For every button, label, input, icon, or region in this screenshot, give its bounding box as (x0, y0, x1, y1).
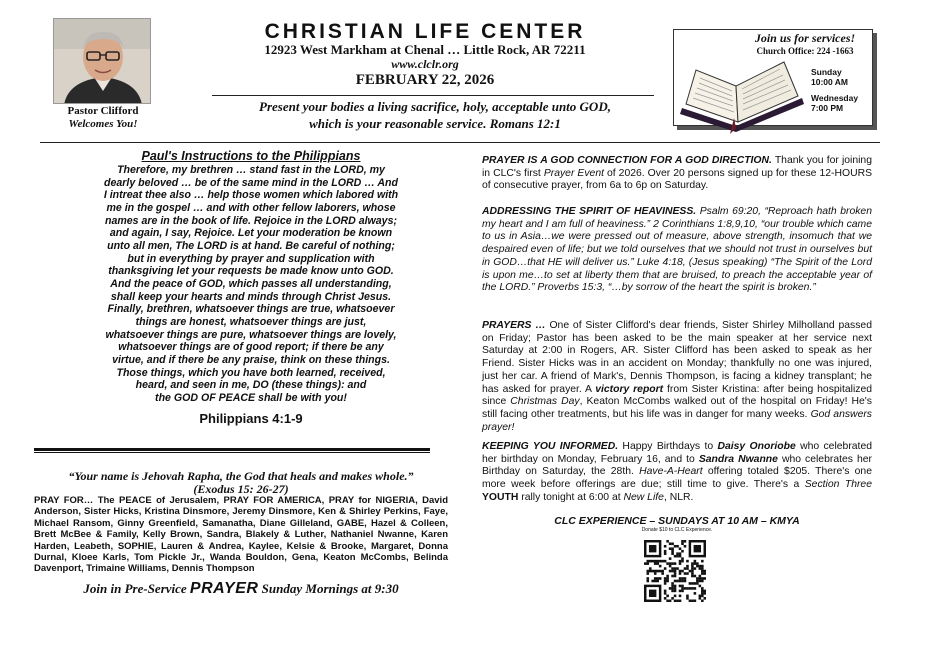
p3-text2: from Sister Kristina: after being hospitalized since (482, 383, 873, 408)
theme-verse (200, 98, 670, 132)
preservice-prayer (34, 580, 448, 598)
wednesday-service (811, 93, 858, 113)
philippians-line: I intreat thee also … help those women which labored with (103, 189, 399, 202)
p4-daisy: Daisy Onoriobe (717, 441, 796, 452)
p3-text: One of Sister Clifford's dear friends, Sister Shirley Milholland passed on Friday; Pastor has been asked to be the main speaker at her service next Saturday at 2:00 in Rogers, AR. Sister Clifford has been asked to speak as her Friend. Sister Hicks was in an accident on Monday; thankfully no one was injured, just her car. A friend of Mark's, Dennis Thompson, is facing a kidney transplant; he has asked for prayer. A (482, 320, 872, 395)
philippians-line: Therefore, my brethren … stand fast in the LORD, my (117, 164, 385, 176)
p2-heading: ADDRESSING THE SPIRIT OF HEAVINESS. (482, 206, 697, 217)
philippians-line: And the peace of GOD, which passes all understanding, (110, 277, 392, 290)
p4-text5: rally tonight at 6:00 at (518, 491, 624, 503)
services-join: Join us for services! (754, 31, 856, 45)
p3-text3: , Keaton McCombs walked out of the hospital on Friday! He's still facing other treatments, but his life was in danger for many weeks. (482, 396, 872, 420)
clc-experience: CLC EXPERIENCE – SUNDAYS AT 10 AM – KMYA (554, 515, 800, 527)
jehovah-rapha-quote (34, 470, 448, 496)
philippians-text (36, 164, 466, 404)
qr-code-icon[interactable] (644, 540, 706, 602)
prayer-event-paragraph (482, 155, 872, 193)
philippians-line: Finally, brethren, whatsoever things are true, whatsoever (107, 303, 395, 316)
philippians-reference: Philippians 4:1-9 (199, 411, 303, 426)
p2-text: Psalm 69:20, “Reproach hath broken my heart and I am full of heaviness.” 2 Corinthians 1:8,9,10, “our trouble which came to us in Asia…we were pressed out of measure, above strength, insomuch that we despaired even of life; but we told ourselves that we should not trust in ourselves but in GOD…that HE will deliver us.” Luke 4:18, (Jesus speaking) “The Spirit of the Lord is upon me…to set at liberty them that are bruised, to preach the acceptable year of the LORD.” Proverbs 15:3, “…by sorrow of the heart the spirit is broken.” (482, 206, 872, 294)
sunday-service (811, 67, 848, 87)
preservice-after: Sunday Mornings at 9:30 (258, 581, 399, 596)
donate-note: Donate $10 to CLC Experience. (641, 527, 713, 533)
church-website[interactable]: www.clclr.org (391, 57, 459, 71)
rapha-line2: (Exodus 15: 26-27) (193, 482, 289, 496)
prayer-list: PRAY FOR… The PEACE of Jerusalem, PRAY FOR AMERICA, PRAY for NIGERIA, David Anderson, Sister Hicks, Kristina Dinsmore, Jeremy Dinsmore, Ken & Shirley Perkins, Faye, Michael Ransom, Ginny Greenfield, Samanatha, Diane Gilleland, GABE, Hazel & Colleen, Brett McBee & Family, Kelly Brown, Sandra, Blakely & Luther, Nathaniel Nwanne, Karen Harden, Leabeth, SOPHIE, Lauren & Andrea, Kaylee, Kelsie & Brooke, Margaret, Donna Durnal, Kloee Karls, Tom Pickle Jr., Wanda Bouldon, Gena, Keaton McCombs, Belinda Davenport, Trimaine Williams, Dennis Thompson (34, 495, 448, 575)
philippians-line: shall keep your hearts and minds through Christ Jesus. (110, 290, 392, 303)
left-divider-thin (34, 452, 430, 453)
preservice-before: Join in Pre-Service (83, 581, 190, 596)
p1-text2: of 2026. Over 20 persons signed up for these 12-HOURS of consecutive prayer, from 6a to 6p on Saturday. (482, 167, 873, 192)
church-title: CHRISTIAN LIFE CENTER (264, 20, 586, 43)
philippians-line: things are honest, whatsoever things are just, (135, 315, 367, 328)
theme-verse-line1: Present your bodies a living sacrifice, holy, acceptable unto GOD, (259, 99, 611, 114)
wednesday-time: 7:00 PM (811, 103, 844, 113)
p4-heading: KEEPING YOU INFORMED. (482, 441, 619, 452)
philippians-line: thanksgiving let your requests be made know unto GOD. (108, 265, 394, 278)
philippians-line: heard, and seen in me, DO (these things): and (135, 379, 367, 392)
philippians-line: dearly beloved … be of the same mind in the LORD … And (104, 176, 398, 189)
p3-victory: victory report (595, 383, 664, 395)
philippians-line: and again, I say, Rejoice. Let your moderation be known (109, 227, 393, 240)
bulletin-date: FEBRUARY 22, 2026 (355, 72, 495, 88)
p4-youth: YOUTH (482, 491, 519, 503)
philippians-line: whatsoever things are pure, whatsoever things are lovely, (105, 328, 397, 341)
p4-text3: who celebrates her Birthday on Saturday, the 28th. (482, 453, 873, 478)
church-address: 12923 West Markham at Chenal … Little Rock, AR 72211 (264, 42, 586, 57)
rapha-line1: “Your name is Jehovah Rapha, the God that heals and makes whole.” (68, 469, 414, 483)
p4-section: Section Three (804, 479, 872, 491)
left-divider-thick (34, 448, 430, 451)
philippians-line: but in everything by prayer and supplication with (127, 252, 375, 265)
open-bible-icon (676, 56, 808, 134)
p1-text: Thank you for joining in CLC's first (482, 155, 872, 179)
p1-heading: PRAYER IS A GOD CONNECTION FOR A GOD DIRECTION. (482, 155, 772, 166)
p4-newlife: New Life (623, 491, 664, 503)
p1-event: Prayer Event (543, 167, 604, 179)
philippians-line: Those things, which you have both learned, received, (116, 366, 386, 379)
p4-text6: , NLR. (663, 491, 694, 503)
philippians-line: me in the gospel … and with other fellow laborers, whose (106, 201, 396, 214)
pastor-name: Pastor Clifford (67, 105, 139, 117)
main-divider (40, 142, 880, 143)
wednesday-label: Wednesday (811, 93, 859, 103)
p4-text2: who celebrated her birthday on Monday, February 16, and to (482, 441, 873, 465)
pastor-photo (53, 18, 151, 104)
p4-sandra: Sandra Nwanne (698, 453, 778, 465)
p3-christmas: Christmas Day (510, 396, 580, 408)
informed-paragraph (482, 441, 872, 505)
sunday-label: Sunday (811, 67, 842, 77)
church-office-phone: Church Office: 224 -1663 (756, 46, 854, 56)
p4-text4: offering totaled $205. There's one more week before offerings are due; still time to give. There's a (482, 466, 872, 491)
philippians-line: whatsoever things are of good report; if there be any (118, 341, 384, 354)
p4-text: Happy Birthdays to (618, 441, 718, 452)
philippians-line: names are in the book of life. Rejoice in the LORD always; (105, 214, 397, 227)
theme-verse-line2: which is your reasonable service. Romans 12:1 (309, 116, 561, 131)
philippians-line: unto all men, The LORD is at hand. Be careful of nothing; (107, 239, 395, 252)
philippians-line: virtue, and if there be any praise, think on these things. (112, 353, 390, 366)
p3-heading: PRAYERS … (482, 320, 546, 331)
prayers-paragraph (482, 320, 872, 434)
header-divider (212, 95, 654, 96)
preservice-emphasis: PRAYER (189, 580, 259, 597)
heaviness-paragraph (482, 206, 872, 295)
p3-answers: God answers prayer! (482, 408, 872, 433)
philippians-heading: Paul's Instructions to the Philippians (141, 149, 361, 163)
sunday-time: 10:00 AM (811, 77, 849, 87)
p4-heart: Have-A-Heart (639, 466, 703, 478)
pastor-welcome: Welcomes You! (68, 118, 138, 130)
philippians-line: the GOD OF PEACE shall be with you! (155, 391, 347, 404)
